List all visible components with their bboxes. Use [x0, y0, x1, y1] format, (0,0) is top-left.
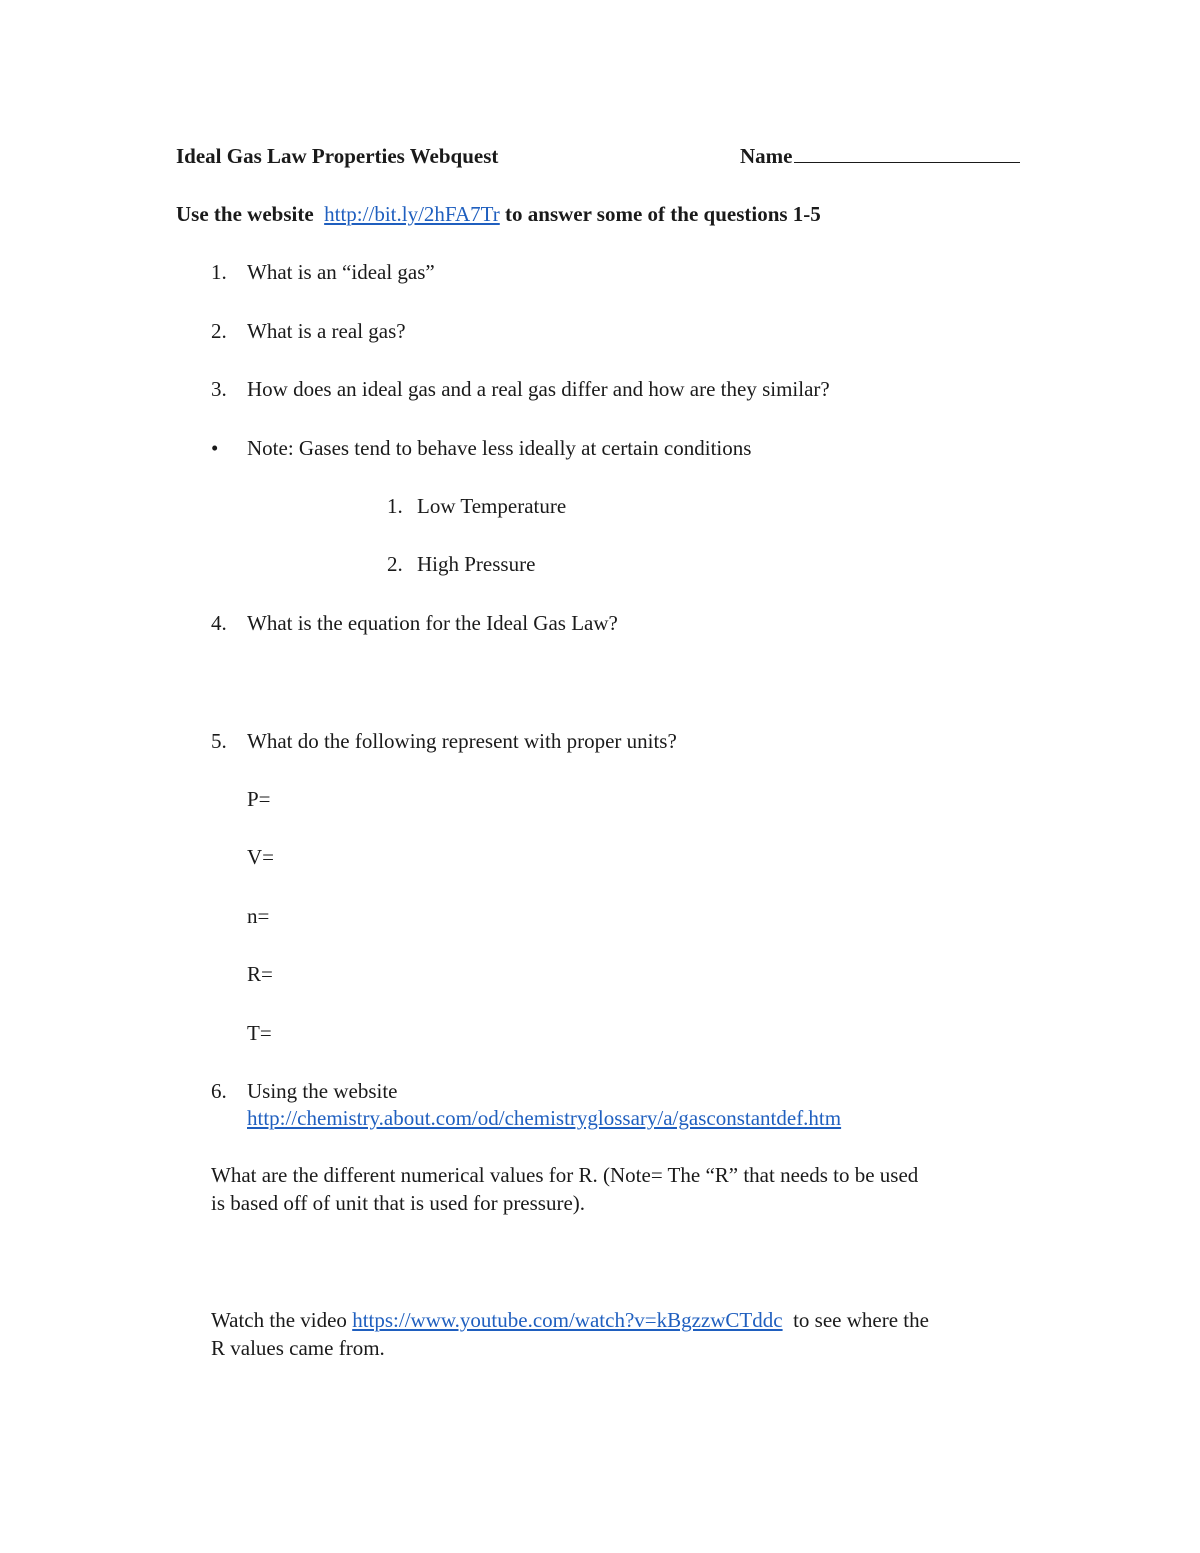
- q1-text: What is an “ideal gas”: [247, 260, 435, 284]
- q6-number: 6.: [211, 1079, 227, 1103]
- intro-line: [176, 200, 821, 228]
- variable-label: V=: [247, 845, 275, 869]
- video-line: [211, 1306, 929, 1334]
- note-text: Note: Gases tend to behave less ideally at certain conditions: [247, 436, 752, 460]
- variable-label: R=: [247, 962, 273, 986]
- note-item-number: 1.: [387, 494, 403, 518]
- q4-number: 4.: [211, 611, 227, 635]
- note-item-text: Low Temperature: [417, 494, 567, 518]
- gas-constant-link[interactable]: http://chemistry.about.com/od/chemistryglossary/a/gasconstantdef.htm: [247, 1106, 842, 1130]
- r-values-line-2: is based off of unit that is used for pressure).: [211, 1191, 586, 1215]
- intro-suffix: to answer some of the questions 1-5: [505, 202, 821, 226]
- q5-text: What do the following represent with proper units?: [247, 729, 677, 753]
- variable-label: P=: [247, 787, 271, 811]
- intro-link[interactable]: http://bit.ly/2hFA7Tr: [324, 202, 500, 226]
- q5-number: 5.: [211, 729, 227, 753]
- name-field[interactable]: [740, 142, 1020, 170]
- name-label: Name: [740, 144, 793, 168]
- worksheet-title: Ideal Gas Law Properties Webquest: [176, 144, 499, 168]
- note-item-text: High Pressure: [417, 552, 536, 576]
- q4-text: What is the equation for the Ideal Gas Law?: [247, 611, 618, 635]
- q2-number: 2.: [211, 319, 227, 343]
- video-line-2: R values came from.: [211, 1336, 385, 1360]
- video-link[interactable]: https://www.youtube.com/watch?v=kBgzzwCTddc: [352, 1308, 783, 1332]
- name-blank-line[interactable]: [794, 142, 1020, 163]
- r-values-line-1: What are the different numerical values for R. (Note= The “R” that needs to be used: [211, 1163, 919, 1187]
- variable-label: n=: [247, 904, 270, 928]
- note-bullet: •: [211, 436, 219, 460]
- note-item-number: 2.: [387, 552, 403, 576]
- q2-text: What is a real gas?: [247, 319, 406, 343]
- video-suffix: to see where the: [793, 1308, 929, 1332]
- intro-prefix: Use the website: [176, 202, 314, 226]
- q1-number: 1.: [211, 260, 227, 284]
- q3-text: How does an ideal gas and a real gas differ and how are they similar?: [247, 377, 830, 401]
- q3-number: 3.: [211, 377, 227, 401]
- variable-label: T=: [247, 1021, 272, 1045]
- q6-text: Using the website: [247, 1079, 398, 1103]
- video-prefix: Watch the video: [211, 1308, 347, 1332]
